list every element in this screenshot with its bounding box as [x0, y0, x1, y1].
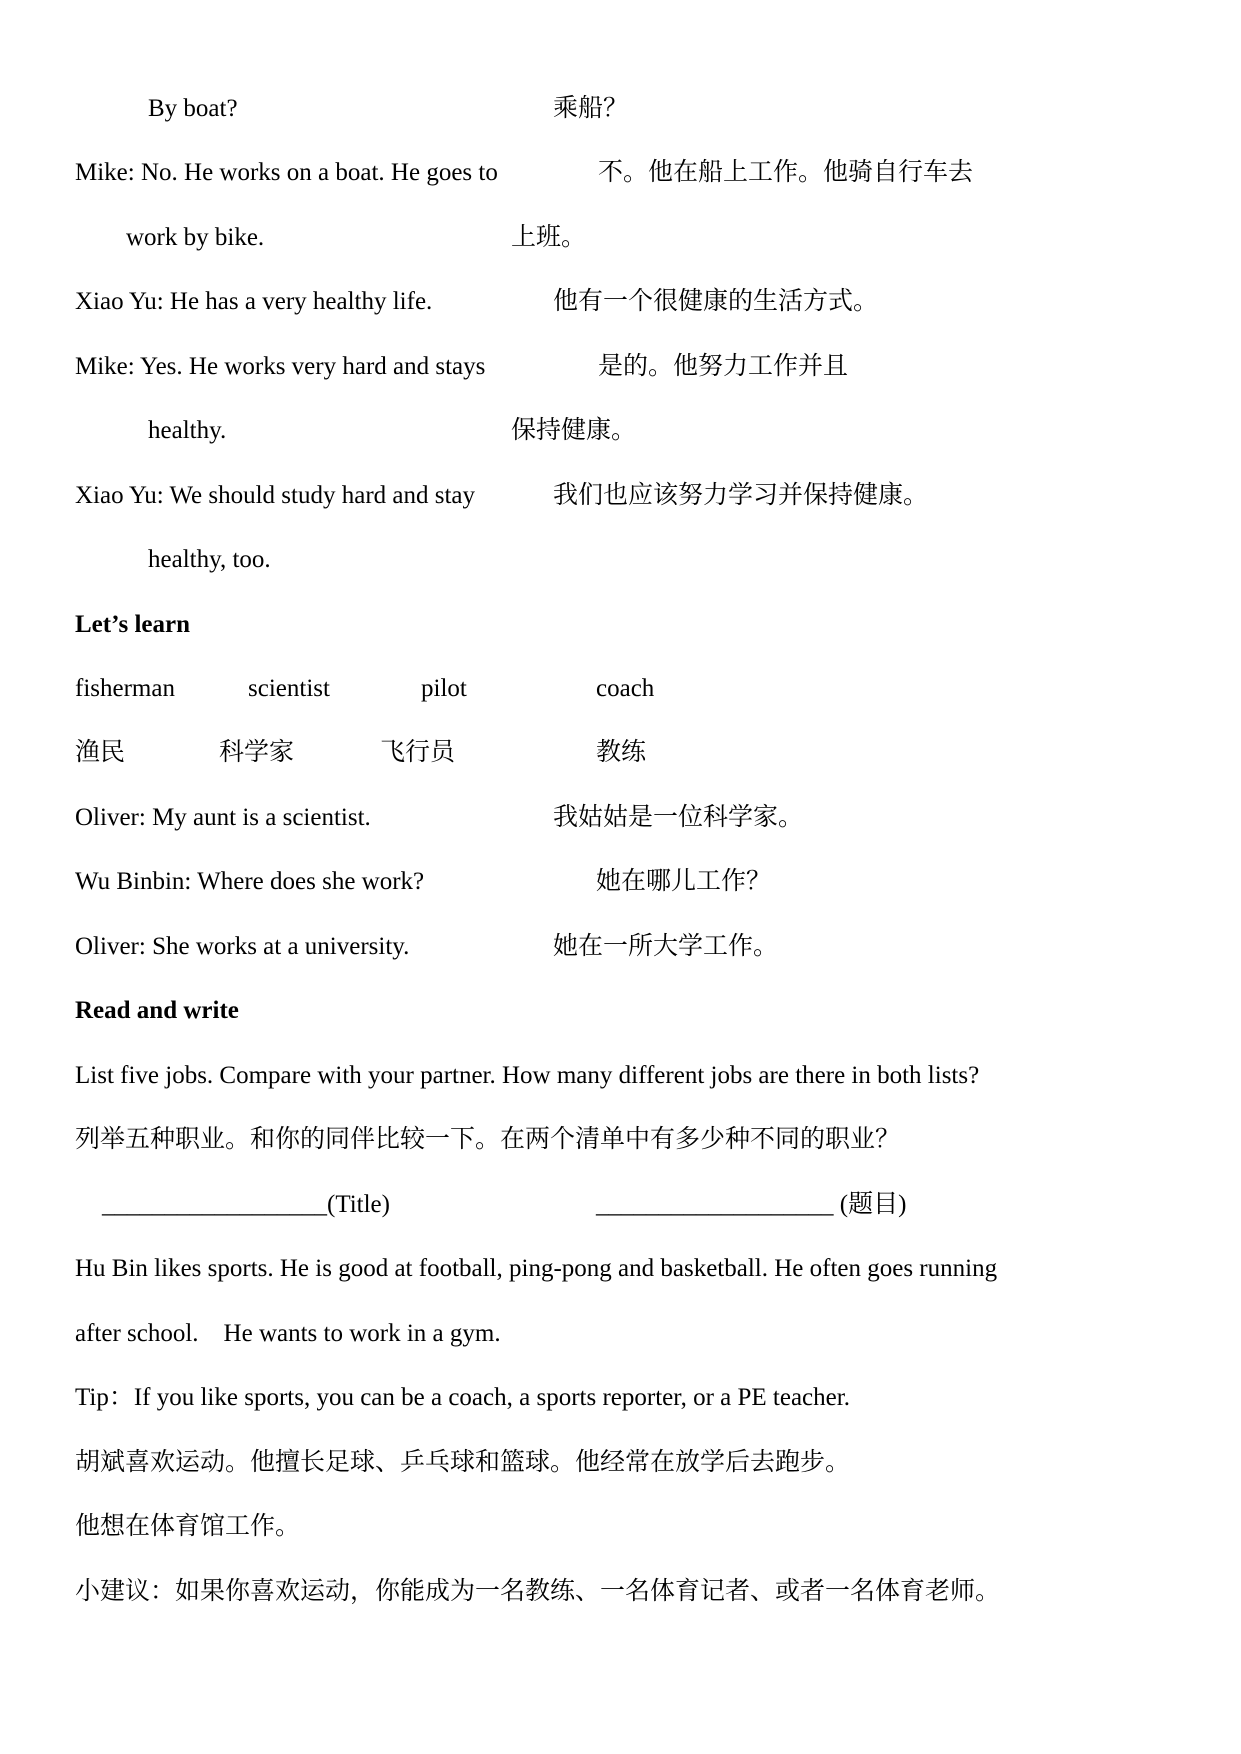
passage-line: after school. He wants to work in a gym. [75, 1320, 501, 1347]
dialogue-line-zh: 乘船？ [553, 95, 629, 122]
tip-zh: 小建议：如果你喜欢运动，你能成为一名教练、一名体育记者、或者一名体育老师。 [75, 1578, 1001, 1605]
section-heading-lets-learn: Let’s learn [75, 611, 191, 638]
tip-en: Tip：If you like sports, you can be a coach, a sports reporter, or a PE teacher. [75, 1384, 850, 1411]
dialogue-line-en: Wu Binbin: Where does she work? [75, 868, 425, 895]
dialogue-line-zh: 上班。 [511, 224, 587, 251]
vocab-word-en: fisherman [75, 675, 175, 702]
dialogue-line-en: healthy, too. [148, 546, 271, 573]
dialogue-line-en: Xiao Yu: He has a very healthy life. [75, 288, 433, 315]
vocab-word-zh: 飞行员 [380, 739, 456, 766]
instruction-zh: 列举五种职业。和你的同伴比较一下。在两个清单中有多少种不同的职业？ [75, 1126, 901, 1153]
dialogue-line-zh: 保持健康。 [511, 417, 637, 444]
title-blank-zh: ___________________ (题目) [596, 1191, 907, 1218]
dialogue-line-en: Oliver: She works at a university. [75, 933, 410, 960]
section-heading-read-write: Read and write [75, 997, 239, 1024]
dialogue-line-en: healthy. [148, 417, 227, 444]
dialogue-line-zh: 不。他在船上工作。他骑自行车去 [598, 159, 974, 186]
dialogue-line-en: Mike: Yes. He works very hard and stays [75, 353, 486, 380]
dialogue-line-en: Oliver: My aunt is a scientist. [75, 804, 371, 831]
vocab-word-en: coach [596, 675, 655, 702]
dialogue-line-zh: 他有一个很健康的生活方式。 [553, 288, 879, 315]
dialogue-line-zh: 她在哪儿工作？ [596, 868, 772, 895]
vocab-word-en: scientist [248, 675, 330, 702]
dialogue-line-en: By boat? [148, 95, 238, 122]
dialogue-line-en: work by bike. [126, 224, 265, 251]
vocab-word-zh: 教练 [596, 739, 647, 766]
dialogue-line-zh: 我姑姑是一位科学家。 [553, 804, 804, 831]
passage-line: Hu Bin likes sports. He is good at football, ping-pong and basketball. He often goes running [75, 1255, 998, 1282]
instruction-en: List five jobs. Compare with your partner. How many different jobs are there in both lists? [75, 1062, 980, 1089]
vocab-word-zh: 渔民 [75, 739, 126, 766]
dialogue-line-en: Mike: No. He works on a boat. He goes to [75, 159, 498, 186]
title-blank-en: __________________(Title) [102, 1191, 390, 1218]
vocab-word-en: pilot [421, 675, 467, 702]
dialogue-line-en: Xiao Yu: We should study hard and stay [75, 482, 476, 509]
passage-line-zh: 他想在体育馆工作。 [75, 1513, 301, 1540]
dialogue-line-zh: 我们也应该努力学习并保持健康。 [553, 482, 929, 509]
dialogue-line-zh: 是的。他努力工作并且 [598, 353, 849, 380]
dialogue-line-zh: 她在一所大学工作。 [553, 933, 779, 960]
passage-line-zh: 胡斌喜欢运动。他擅长足球、乒乓球和篮球。他经常在放学后去跑步。 [75, 1449, 851, 1476]
vocab-word-zh: 科学家 [219, 739, 295, 766]
